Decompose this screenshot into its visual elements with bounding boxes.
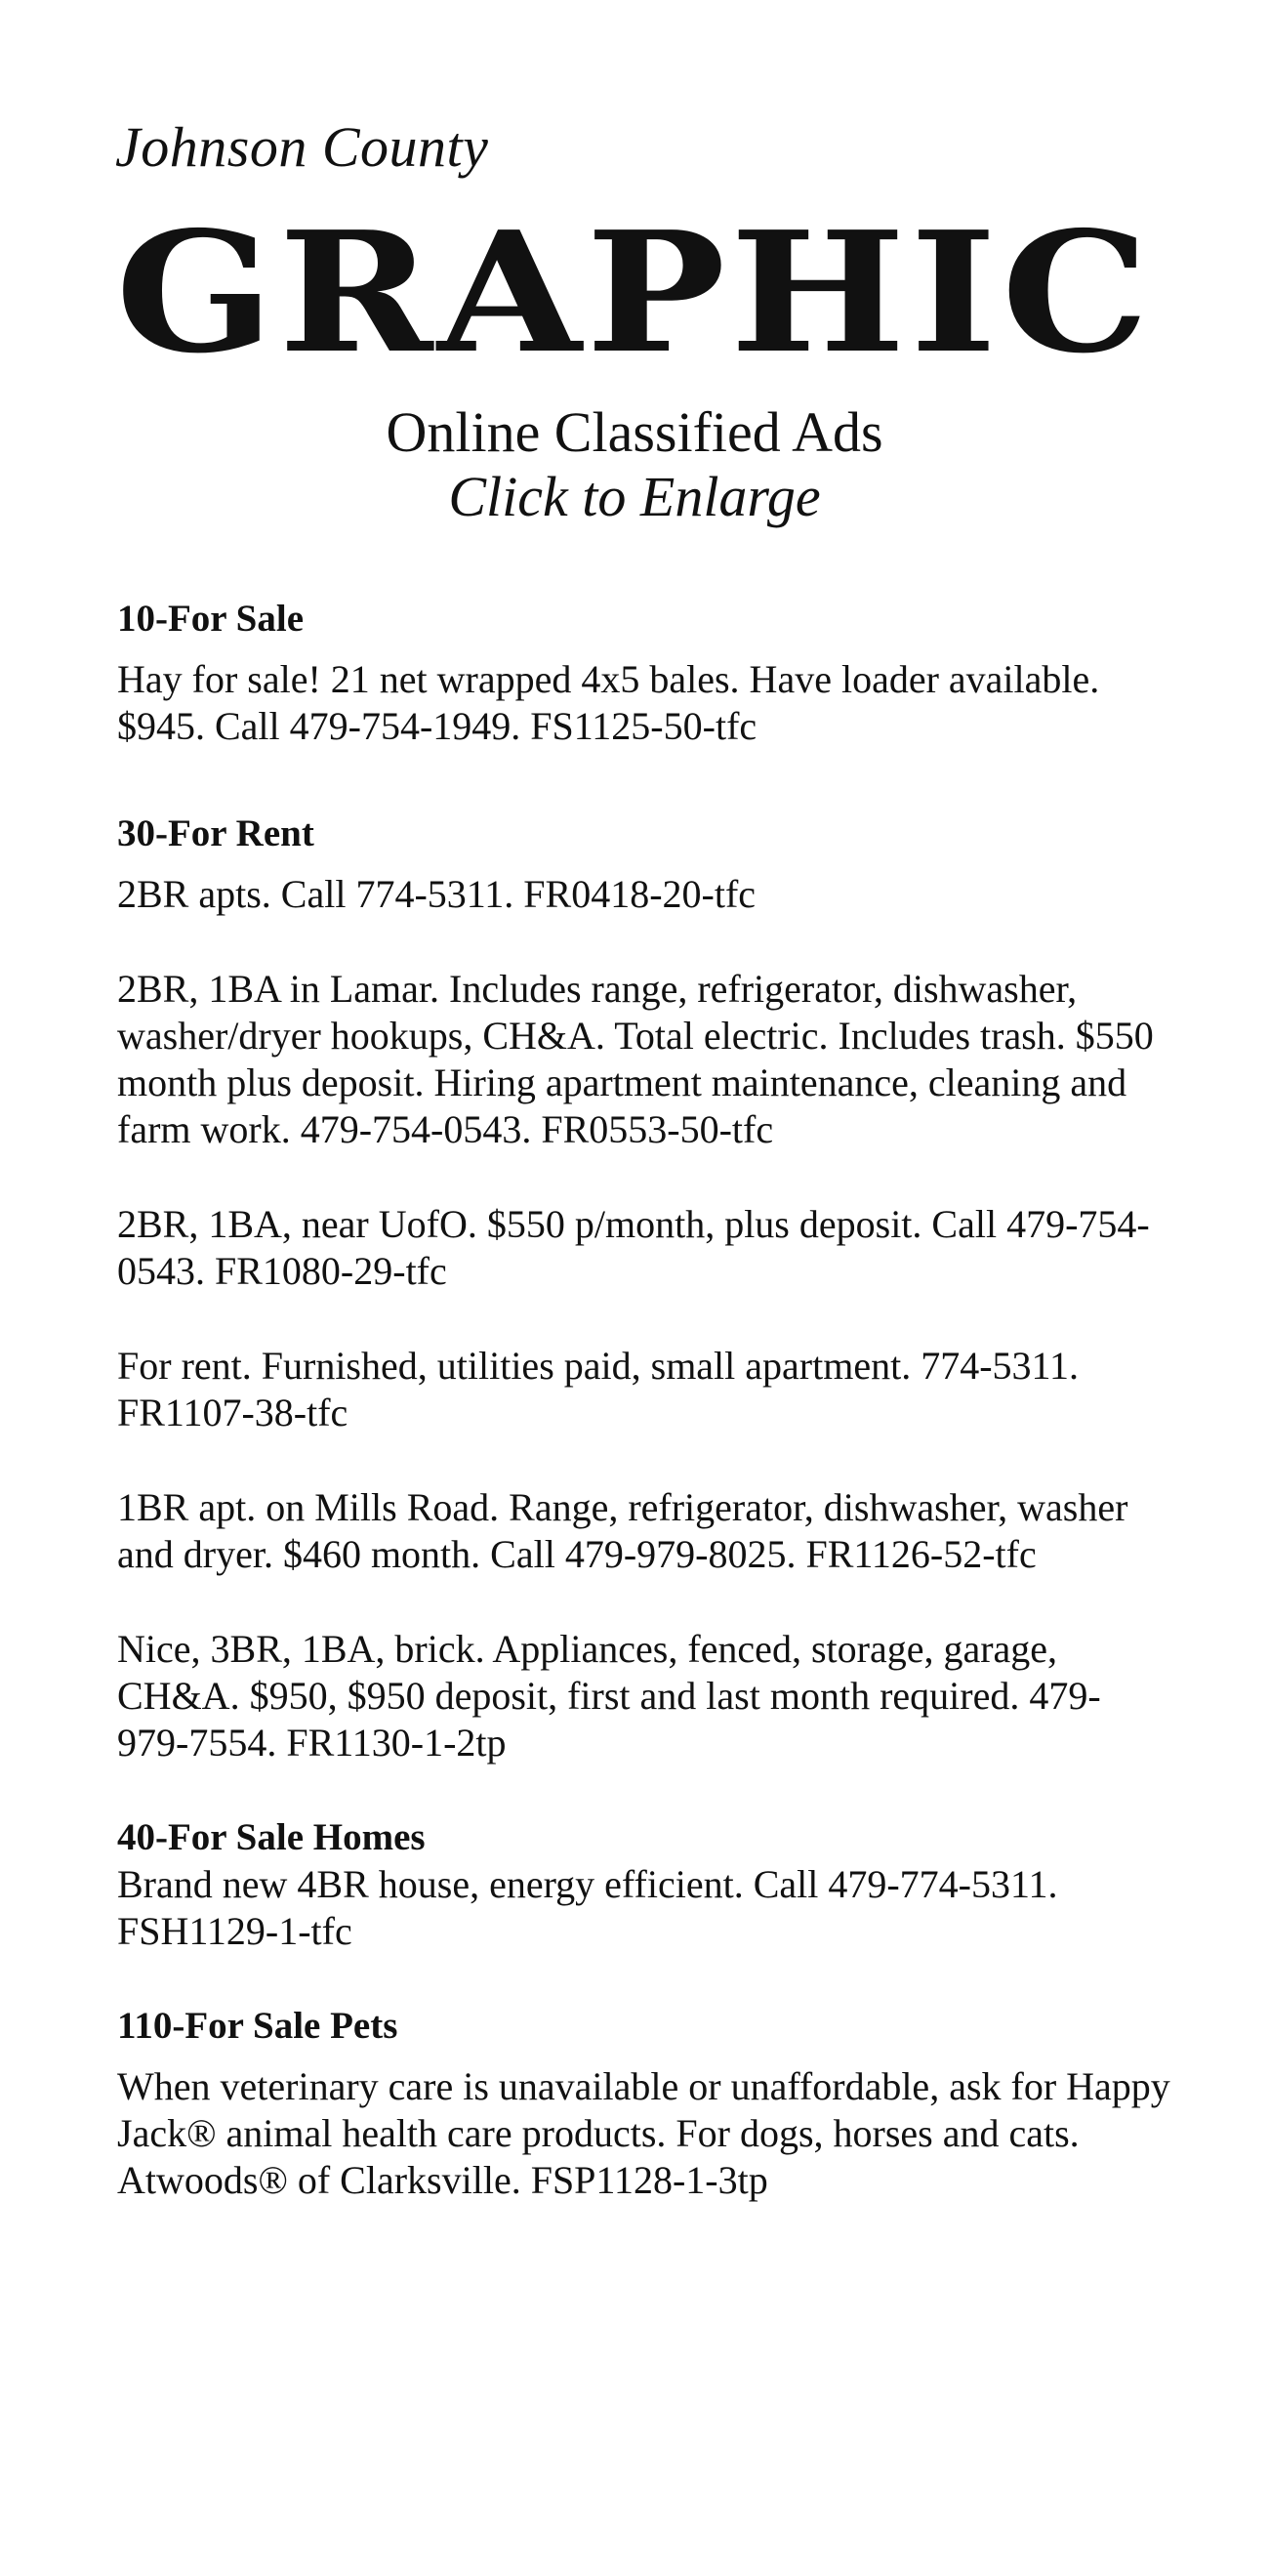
section-heading: 30-For Rent bbox=[117, 812, 314, 854]
masthead-county: Johnson County bbox=[115, 115, 489, 179]
subtitle-block[interactable] bbox=[0, 400, 1269, 529]
section-heading: 40-For Sale Homes bbox=[117, 1816, 426, 1858]
ad-item: 1BR apt. on Mills Road. Range, refrigerator, dishwasher, washer and dryer. $460 month. Call 479-979-8025. FR1126-52-tfc bbox=[117, 1485, 1128, 1576]
ad-item: For rent. Furnished, utilities paid, small apartment. 774-5311. FR1107-38-tfc bbox=[117, 1344, 1080, 1434]
ad-item: 2BR, 1BA, near UofO. $550 p/month, plus deposit. Call 479-754-0543. FR1080-29-tfc bbox=[117, 1202, 1150, 1293]
ad-item: 2BR apts. Call 774-5311. FR0418-20-tfc bbox=[117, 872, 757, 916]
section-heading: 110-For Sale Pets bbox=[117, 2005, 398, 2047]
section-for-sale bbox=[117, 596, 1171, 750]
section-for-sale-homes bbox=[117, 1814, 1171, 1955]
masthead-title: GRAPHIC bbox=[115, 195, 1154, 391]
section-heading: 10-For Sale bbox=[117, 598, 305, 640]
section-for-sale-pets bbox=[117, 2003, 1171, 2204]
ad-item: When veterinary care is unavailable or unaffordable, ask for Happy Jack® animal health care products. For dogs, horses and cats. Atwoods® of Clarksville. FSP1128-1-3tp bbox=[117, 2064, 1170, 2202]
click-to-enlarge-link[interactable]: Click to Enlarge bbox=[448, 465, 821, 529]
subtitle-text: Online Classified Ads bbox=[386, 400, 883, 464]
ad-item: 2BR, 1BA in Lamar. Includes range, refrigerator, dishwasher, washer/dryer hookups, CH&A. Total electric. Includes trash. $550 month plus deposit. Hiring apartment maintenance, cleaning and farm work. 479-754-0543. FR0553-50-tfc bbox=[117, 967, 1154, 1151]
classified-ads bbox=[117, 596, 1171, 2204]
section-for-rent bbox=[117, 810, 1171, 1766]
ad-item: Hay for sale! 21 net wrapped 4x5 bales. Have loader available. $945. Call 479-754-1949. FS1125-50-tfc bbox=[117, 657, 1100, 748]
ad-item: Brand new 4BR house, energy efficient. Call 479-774-5311. FSH1129-1-tfc bbox=[117, 1862, 1058, 1953]
ad-item: Nice, 3BR, 1BA, brick. Appliances, fenced, storage, garage, CH&A. $950, $950 deposit, first and last month required. 479-979-7554. FR1130-1-2tp bbox=[117, 1627, 1101, 1765]
